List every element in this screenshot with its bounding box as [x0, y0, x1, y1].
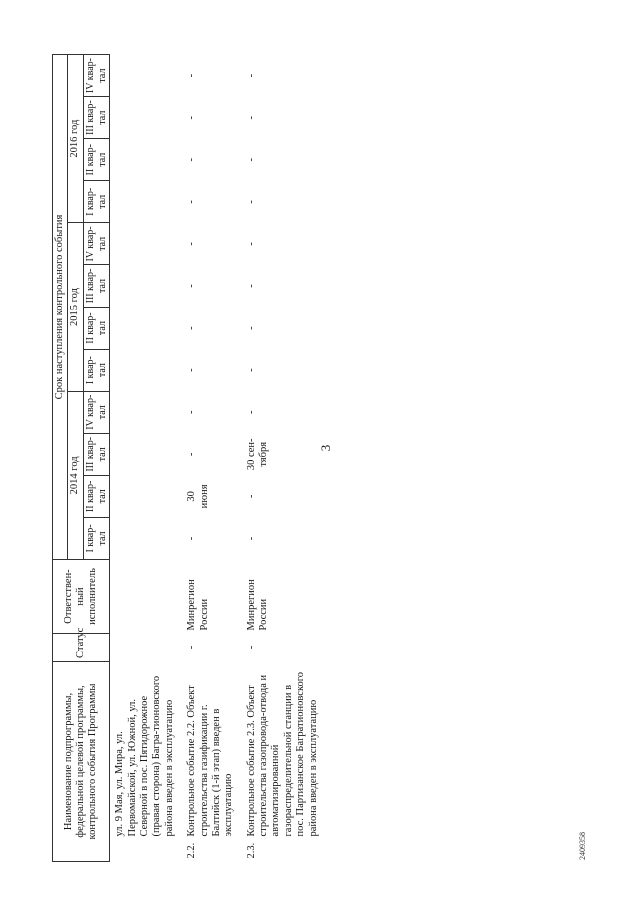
table-row: [182, 55, 242, 862]
quarter-cell: -: [186, 368, 198, 372]
quarter-cell: -: [245, 158, 257, 162]
header-responsible: Ответствен-ный исполнитель: [53, 560, 110, 634]
header-year-2016: 2016 год: [68, 55, 83, 223]
event-name-cell: [182, 662, 242, 862]
page-number: 3: [318, 444, 333, 452]
event-name: Контрольное событие 2.3. Объект строительства газопровода-отвода и автоматизированной газораспределительной станции в пос. Партизанское Багратионовского района введен в эксплуатацию: [245, 671, 319, 837]
header-quarter: I квар-тал: [83, 349, 110, 391]
header-quarter: IV квар-тал: [83, 391, 110, 433]
quarter-cell: -: [245, 494, 257, 499]
header-name: Наименование подпрограммы, федеральной целевой программы, контрольного события Программы: [53, 662, 110, 862]
event-name: ул. 9 Мая, ул. Мира, ул. Первомайской, ул. Южной, ул. Северной в пос. Пятидорожное (правая сторона) Багра-тионовского района введен в эксплуатацию: [114, 675, 175, 837]
quarter-cell: -: [245, 536, 257, 541]
quarter-cell: -: [186, 452, 198, 457]
header-quarter: IV квар-тал: [83, 223, 110, 265]
responsible-cell: Минрегион России: [186, 579, 210, 631]
header-status: Статус: [53, 634, 110, 662]
control-events-table: [52, 54, 326, 862]
header-quarter: I квар-тал: [83, 517, 110, 559]
quarter-cell: -: [245, 73, 257, 78]
quarter-cell: -: [186, 158, 198, 162]
quarter-cell: -: [186, 326, 198, 330]
quarter-cell: [110, 139, 182, 181]
header-quarter: II квар-тал: [83, 139, 110, 181]
document-code: 2409358: [578, 832, 587, 860]
header-quarter: III квар-тал: [83, 433, 110, 475]
quarter-cell: [110, 475, 182, 517]
quarter-cell: -: [245, 115, 257, 120]
event-number: [114, 837, 176, 859]
quarter-cell: -: [245, 410, 257, 414]
header-quarter: III квар-тал: [83, 97, 110, 139]
status-cell: -: [245, 645, 257, 650]
table-row: [110, 55, 182, 862]
quarter-cell: -: [186, 115, 198, 120]
quarter-cell: [110, 181, 182, 223]
quarter-cell: -: [245, 200, 257, 204]
status-cell: -: [186, 645, 198, 650]
status-cell: [110, 634, 182, 662]
quarter-cell: -: [245, 326, 257, 330]
quarter-cell: -: [186, 536, 198, 541]
header-quarter: II квар-тал: [83, 307, 110, 349]
quarter-cell: [110, 97, 182, 139]
quarter-cell: -: [186, 410, 198, 414]
header-year-2014: 2014 год: [68, 391, 83, 559]
responsible-cell: Минрегион России: [245, 579, 270, 631]
event-name: Контрольное событие 2.2. Объект строительства газификации г. Балтийск (1-й этап) введен в эксплуатацию: [186, 685, 235, 837]
rotated-table-container: [52, 54, 632, 862]
quarter-cell: -: [186, 73, 198, 78]
quarter-cell: [110, 223, 182, 265]
quarter-cell: [110, 391, 182, 433]
header-quarter: IV квар-тал: [83, 55, 110, 97]
quarter-cell: -: [245, 242, 257, 246]
responsible-cell: [110, 560, 182, 634]
quarter-cell: -: [186, 284, 198, 288]
quarter-cell: [110, 307, 182, 349]
quarter-cell: [110, 265, 182, 307]
header-year-2015: 2015 год: [68, 223, 83, 391]
quarter-cell: [110, 55, 182, 97]
quarter-cell: -: [186, 200, 198, 204]
quarter-cell: -: [245, 368, 257, 372]
quarter-cell: -: [186, 242, 198, 246]
quarter-cell: 30 июня: [186, 484, 210, 509]
header-quarter: III квар-тал: [83, 265, 110, 307]
quarter-cell: -: [245, 284, 257, 288]
quarter-cell: 30 сен-тября: [245, 438, 270, 471]
quarter-cell: [110, 433, 182, 475]
event-name-cell: [110, 662, 182, 862]
header-quarter: I квар-тал: [83, 181, 110, 223]
event-number: 2.2.: [186, 842, 198, 859]
event-number: 2.3.: [245, 842, 257, 859]
table-row: [242, 55, 326, 862]
header-quarter: II квар-тал: [83, 475, 110, 517]
header-deadline: Срок наступления контрольного события: [53, 55, 68, 560]
quarter-cell: [110, 517, 182, 559]
table-body: [110, 55, 326, 862]
quarter-cell: [110, 349, 182, 391]
event-name-cell: [242, 662, 326, 862]
